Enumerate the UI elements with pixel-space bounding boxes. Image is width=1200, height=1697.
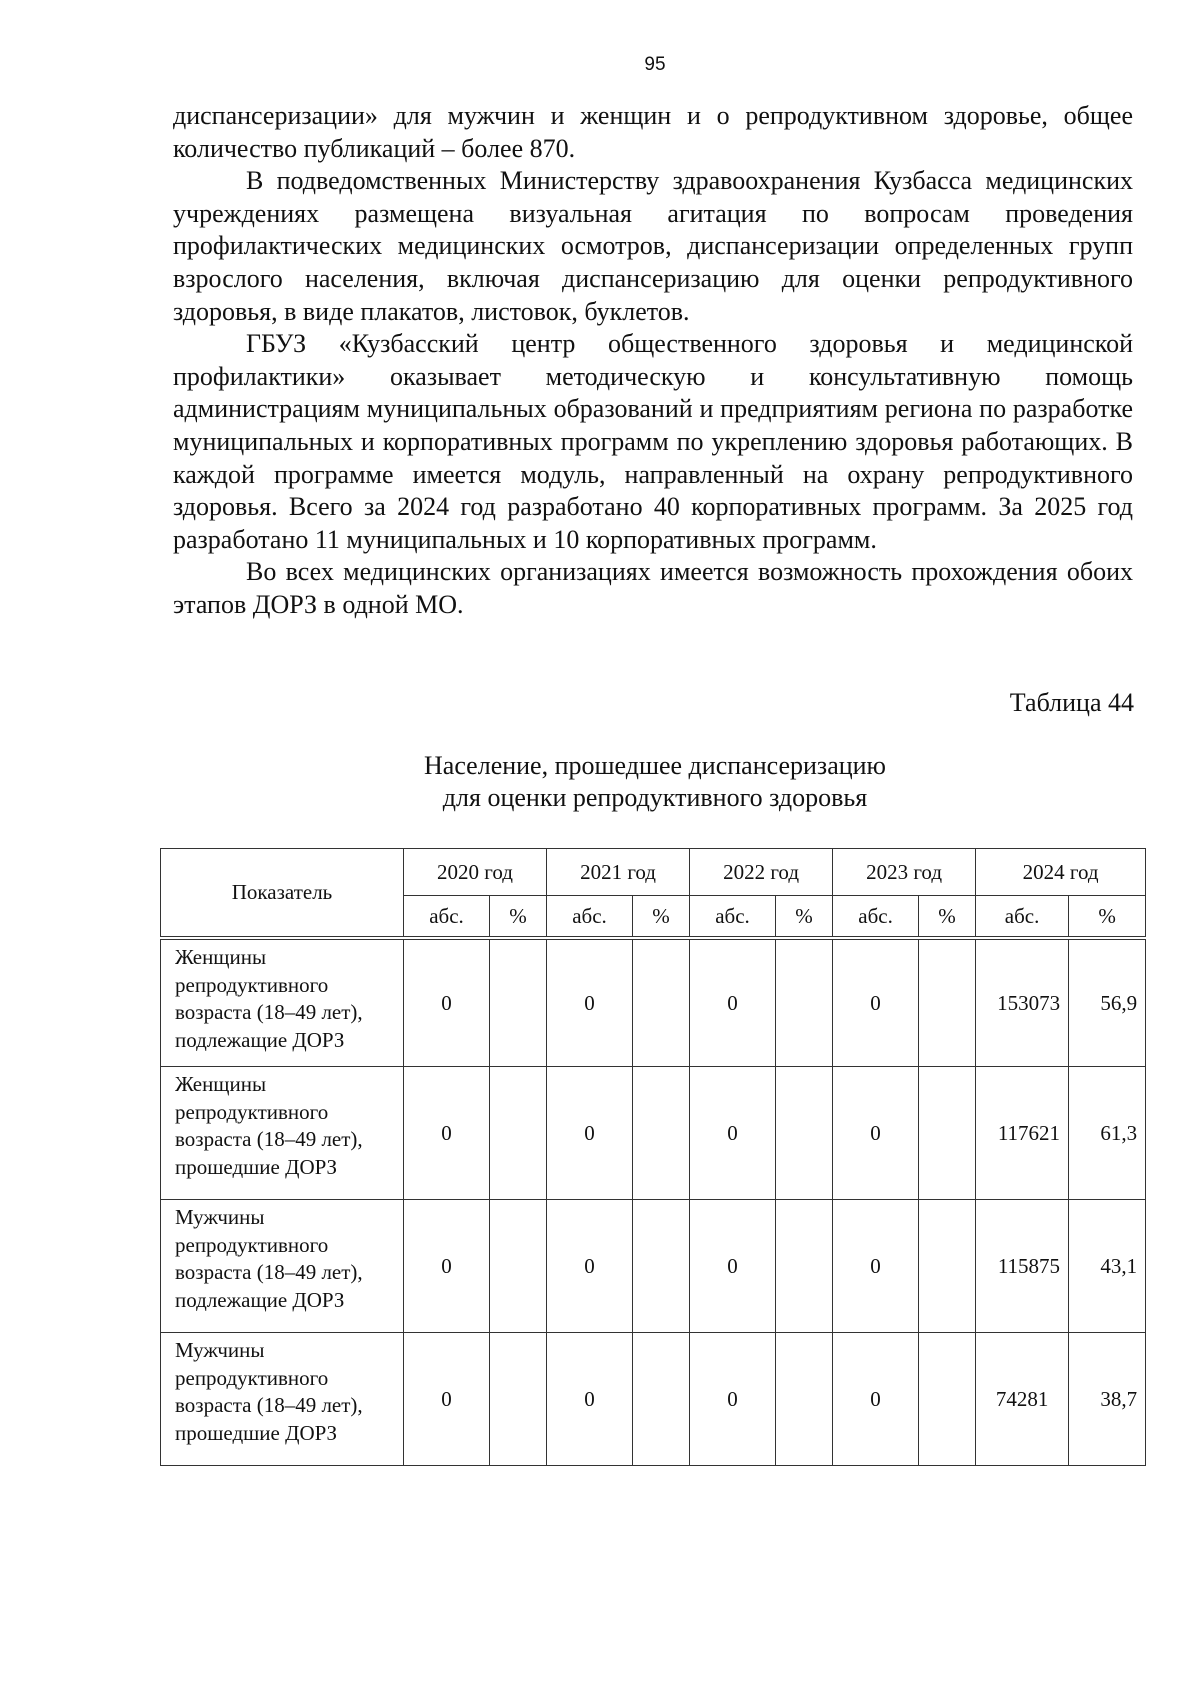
year-header: 2021 год [547, 849, 690, 896]
pct-header: % [919, 896, 976, 939]
paragraph: В подведомственных Министерству здравоохранения Кузбасса медицинских учреждениях размещена визуальная агитация по вопросам проведения профилактических медицинских осмотров, диспансеризации определенных групп взрослого населения, включая диспансеризацию для оценки репродуктивного здоровья, в виде плакатов, листовок, буклетов. [173, 166, 1133, 326]
table-cell [633, 1067, 690, 1200]
pct-header: % [776, 896, 833, 939]
paragraph: диспансеризации» для мужчин и женщин и о репродуктивном здоровье, общее количество публикаций – более 870. [173, 101, 1133, 163]
table-cell [919, 1333, 976, 1466]
table-title-line: для оценки репродуктивного здоровья [442, 783, 868, 812]
year-header: 2022 год [690, 849, 833, 896]
table-cell [633, 938, 690, 1067]
row-label: Мужчины репродуктивного возраста (18–49 лет), подлежащие ДОРЗ [161, 1200, 404, 1333]
table-cell [776, 1067, 833, 1200]
table-cell [919, 1200, 976, 1333]
table-cell: 0 [547, 1333, 633, 1466]
abs-header: абс. [833, 896, 919, 939]
table-cell: 0 [404, 1067, 490, 1200]
table-cell: 61,3 [1069, 1067, 1146, 1200]
table-cell: 0 [690, 938, 776, 1067]
page-number: 95 [644, 54, 666, 75]
table-cell: 0 [690, 1067, 776, 1200]
table-cell: 117621 [976, 1067, 1069, 1200]
table-row [161, 1067, 1146, 1200]
table-cell: 38,7 [1069, 1333, 1146, 1466]
table-cell [776, 1333, 833, 1466]
table-cell: 0 [404, 1200, 490, 1333]
table-row [161, 938, 1146, 1067]
abs-header: абс. [690, 896, 776, 939]
table-cell [490, 1200, 547, 1333]
table-cell: 74281 [976, 1333, 1069, 1466]
row-label: Женщины репродуктивного возраста (18–49 лет), подлежащие ДОРЗ [161, 938, 404, 1067]
table-cell: 153073 [976, 938, 1069, 1067]
table-cell [776, 938, 833, 1067]
paragraph: ГБУЗ «Кузбасский центр общественного здоровья и медицинской профилактики» оказывает методическую и консультативную помощь администрациям муниципальных образований и предприятиям региона по разработке муниципальных и корпоративных программ по укреплению здоровья работающих. В каждой программе имеется модуль, направленный на охрану репродуктивного здоровья. Всего за 2024 год разработано 40 корпоративных программ. За 2025 год разработано 11 муниципальных и 10 корпоративных программ. [173, 329, 1133, 554]
pct-header: % [633, 896, 690, 939]
table-cell: 0 [547, 1067, 633, 1200]
table-cell [490, 1333, 547, 1466]
table-cell: 0 [690, 1200, 776, 1333]
table-cell: 115875 [976, 1200, 1069, 1333]
table-cell [490, 938, 547, 1067]
table-cell: 0 [833, 1333, 919, 1466]
table-cell: 0 [833, 938, 919, 1067]
table-cell: 0 [404, 1333, 490, 1466]
table-cell: 0 [690, 1333, 776, 1466]
dispensary-table [160, 848, 1146, 1466]
table-title-line: Население, прошедшее диспансеризацию [424, 751, 886, 780]
pct-header: % [1069, 896, 1146, 939]
year-header: 2024 год [976, 849, 1146, 896]
table-cell [776, 1200, 833, 1333]
table-cell: 0 [547, 1200, 633, 1333]
table-cell: 0 [547, 938, 633, 1067]
abs-header: абс. [976, 896, 1069, 939]
abs-header: абс. [547, 896, 633, 939]
table-row [161, 1200, 1146, 1333]
table-cell [633, 1200, 690, 1333]
table-cell [490, 1067, 547, 1200]
abs-header: абс. [404, 896, 490, 939]
table-cell: 0 [833, 1200, 919, 1333]
table-row [161, 1333, 1146, 1466]
body-text [173, 100, 1133, 622]
indicator-header: Показатель [161, 849, 404, 939]
table-cell [633, 1333, 690, 1466]
row-label: Женщины репродуктивного возраста (18–49 лет), прошедшие ДОРЗ [161, 1067, 404, 1200]
table-cell [919, 938, 976, 1067]
table-title [160, 750, 1150, 814]
year-header: 2023 год [833, 849, 976, 896]
table-cell: 43,1 [1069, 1200, 1146, 1333]
table-cell [919, 1067, 976, 1200]
paragraph: Во всех медицинских организациях имеется возможность прохождения обоих этапов ДОРЗ в одной МО. [173, 557, 1133, 619]
table-number: Таблица 44 [1009, 688, 1134, 717]
pct-header: % [490, 896, 547, 939]
table-cell: 0 [833, 1067, 919, 1200]
table-cell: 0 [404, 938, 490, 1067]
table-cell: 56,9 [1069, 938, 1146, 1067]
year-header: 2020 год [404, 849, 547, 896]
row-label: Мужчины репродуктивного возраста (18–49 лет), прошедшие ДОРЗ [161, 1333, 404, 1466]
